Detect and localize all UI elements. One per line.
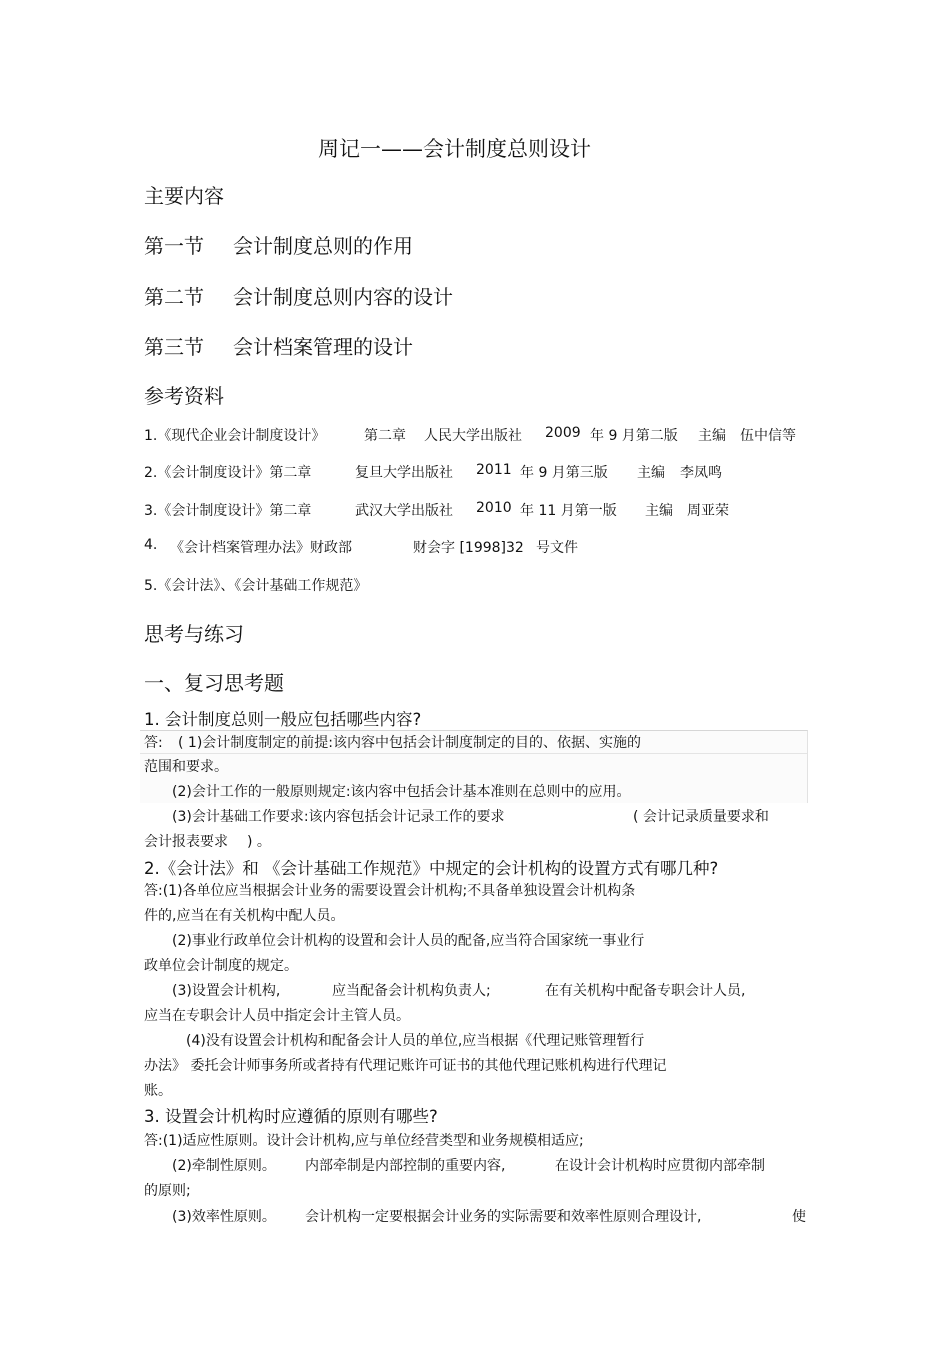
- reference-1-chapter: 第二章: [364, 428, 406, 444]
- answer-3-line-3: 的原则;: [144, 1183, 191, 1199]
- section-1-title: 会计制度总则的作用: [233, 234, 413, 258]
- answer-3-line-2-part-1: (2)牵制性原则。: [172, 1158, 276, 1174]
- reference-1-editor-label: 主编: [698, 428, 726, 444]
- section-2-number: 第二节: [144, 285, 204, 309]
- answer-2-line-3: (2)事业行政单位会计机构的设置和会计人员的配备,应当符合国家统一事业行: [172, 933, 645, 949]
- reference-2-publisher: 复旦大学出版社: [355, 465, 453, 481]
- reference-1-title: 1.《现代企业会计制度设计》: [144, 428, 326, 444]
- reference-1-publisher: 人民大学出版社: [424, 428, 522, 444]
- section-1-number: 第一节: [144, 234, 204, 258]
- answer-1-line-5-text: 会计报表要求: [144, 834, 228, 850]
- reference-3-publisher: 武汉大学出版社: [355, 503, 453, 519]
- references-heading: 参考资料: [144, 384, 224, 408]
- section-3-title: 会计档案管理的设计: [233, 335, 413, 359]
- answer-2-line-5-part-3: 在有关机构中配备专职会计人员,: [545, 983, 746, 999]
- reference-4-suffix: 号文件: [536, 540, 578, 556]
- answer-3-line-2-part-3: 在设计会计机构时应贯彻内部牵制: [555, 1158, 765, 1174]
- document-title: 周记一——会计制度总则设计: [318, 137, 591, 161]
- answer-1-line-1-text: ( 1)会计制度制定的前提:该内容中包括会计制度制定的目的、依据、实施的: [178, 735, 641, 751]
- answer-2-line-5-part-1: (3)设置会计机构,: [172, 983, 281, 999]
- answer-3-line-2-part-2: 内部牵制是内部控制的重要内容,: [305, 1158, 506, 1174]
- answer-2-line-5-part-2: 应当配备会计机构负责人;: [332, 983, 491, 999]
- answer-1-line-4-paren: ( 会计记录质量要求和: [633, 809, 769, 825]
- reference-1-year: 2009: [545, 425, 581, 441]
- answer-3-line-4-part-1: (3)效率性原则。: [172, 1209, 276, 1225]
- answer-1-line-4-text: (3)会计基础工作要求:该内容包括会计记录工作的要求: [172, 809, 505, 825]
- reference-3-editor-label: 主编: [645, 503, 673, 519]
- reference-2-editor: 李凤鸣: [680, 465, 722, 481]
- answer-1-line-5-end: ) 。: [247, 834, 271, 850]
- answer-1-highlight-divider: [140, 753, 807, 754]
- reference-1-edition: 年 9 月第二版: [590, 428, 678, 444]
- reference-2-editor-label: 主编: [637, 465, 665, 481]
- answer-2-line-7: (4)没有设置会计机构和配备会计人员的单位,应当根据《代理记账管理暂行: [186, 1033, 645, 1049]
- reference-3-edition: 年 11 月第一版: [520, 503, 617, 519]
- answer-1-line-3: (2)会计工作的一般原则规定:该内容中包括会计基本准则在总则中的应用。: [172, 784, 631, 800]
- answer-2-line-1: 答:(1)各单位应当根据会计业务的需要设置会计机构;不具备单独设置会计机构条: [144, 883, 636, 899]
- reference-4-title: 《会计档案管理办法》财政部: [170, 540, 352, 556]
- answer-2-line-2: 件的,应当在有关机构中配人员。: [144, 908, 345, 924]
- answer-1-line-1-label: 答:: [144, 735, 163, 751]
- section-2-title: 会计制度总则内容的设计: [233, 285, 453, 309]
- review-questions-heading: 一、复习思考题: [144, 671, 284, 695]
- answer-3-line-4-part-2: 会计机构一定要根据会计业务的实际需要和效率性原则合理设计,: [305, 1209, 702, 1225]
- answer-2-line-6: 应当在专职会计人员中指定会计主管人员。: [144, 1008, 410, 1024]
- answer-2-line-8: 办法》 委托会计师事务所或者持有代理记账许可证书的其他代理记账机构进行代理记: [144, 1058, 667, 1074]
- section-3-number: 第三节: [144, 335, 204, 359]
- answer-3-line-4-part-3: 使: [792, 1209, 806, 1225]
- reference-4-doc-number: 财会字 [1998]32: [413, 540, 524, 556]
- question-3: 3. 设置会计机构时应遵循的原则有哪些?: [144, 1107, 438, 1126]
- reference-3-title: 3.《会计制度设计》第二章: [144, 503, 312, 519]
- reference-1-editor: 伍中信等: [740, 428, 796, 444]
- reference-5-title: 5.《会计法》、《会计基础工作规范》: [144, 578, 368, 594]
- reference-2-year: 2011: [476, 462, 512, 478]
- question-2: 2.《会计法》和 《会计基础工作规范》中规定的会计机构的设置方式有哪几种?: [144, 859, 719, 878]
- answer-3-line-1: 答:(1)适应性原则。设计会计机构,应与单位经营类型和业务规模相适应;: [144, 1133, 584, 1149]
- answer-2-line-4: 政单位会计制度的规定。: [144, 958, 298, 974]
- exercises-heading: 思考与练习: [144, 622, 244, 646]
- reference-2-edition: 年 9 月第三版: [520, 465, 608, 481]
- reference-3-editor: 周亚荣: [687, 503, 729, 519]
- reference-2-title: 2.《会计制度设计》第二章: [144, 465, 312, 481]
- question-1: 1. 会计制度总则一般应包括哪些内容?: [144, 710, 422, 729]
- answer-1-line-2: 范围和要求。: [144, 759, 228, 775]
- answer-2-line-9: 账。: [144, 1083, 172, 1099]
- reference-4-number: 4.: [144, 537, 158, 553]
- reference-3-year: 2010: [476, 500, 512, 516]
- main-content-heading: 主要内容: [144, 184, 224, 208]
